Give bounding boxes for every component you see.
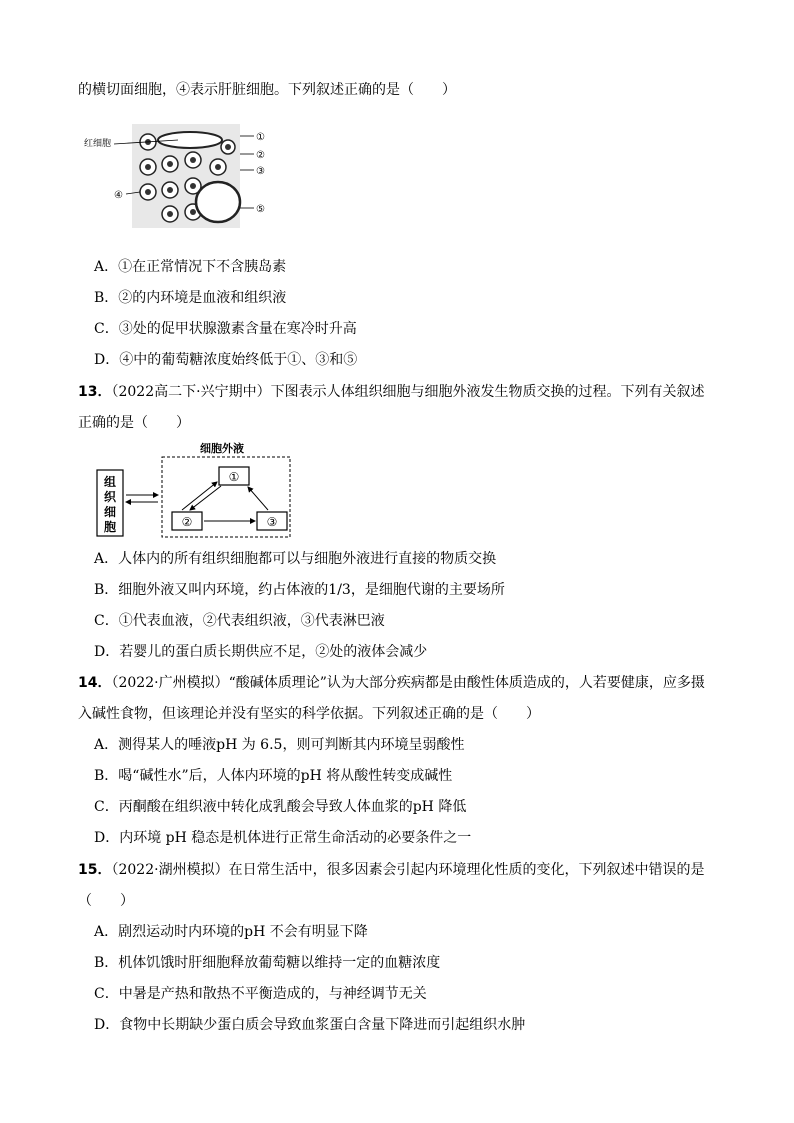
q13-stem-line2: 正确的是（ ） — [78, 415, 190, 431]
q13-option-a: A．人体内的所有组织细胞都可以与细胞外液进行直接的物质交换 — [94, 551, 497, 567]
lymph-vessel — [196, 182, 240, 222]
q14-option-b: B．喝“碱性水”后，人体内环境的pH 将从酸性转变成碱性 — [94, 768, 453, 784]
q12-option-b: B．②的内环境是血液和组织液 — [94, 290, 287, 306]
fluid-mark-1: ① — [228, 470, 240, 484]
q14-option-c: C．丙酮酸在组织液中转化成乳酸会导致人体血浆的pH 降低 — [94, 799, 467, 815]
q14-stem-line2: 入碱性食物，但该理论并没有坚实的科学依据。下列叙述正确的是（ ） — [78, 706, 540, 722]
q15-stem-line1: 15．（2022·湖州模拟）在日常生活中，很多因素会引起内环境理化性质的变化，下列叙述中错误的是 — [78, 862, 705, 878]
svg-text:④: ④ — [114, 190, 123, 201]
svg-text:细: 细 — [103, 505, 117, 519]
svg-text:织: 织 — [103, 490, 117, 504]
q14-stem-line1: 14．（2022·广州模拟）“酸碱体质理论”认为大部分疾病都是由酸性体质造成的，人若要健康，应多摄 — [78, 675, 705, 691]
fluid-mark-3: ③ — [266, 515, 278, 529]
fluid-exchange-diagram — [96, 440, 296, 540]
q13-option-b: B．细胞外液又叫内环境，约占体液的1/3，是细胞代谢的主要场所 — [94, 582, 505, 598]
capillary — [158, 132, 222, 148]
q15-number: 15． — [78, 862, 112, 878]
q12-stem-tail: 的横切面细胞，④表示肝脏细胞。下列叙述正确的是（ ） — [78, 82, 456, 98]
svg-text:①: ① — [256, 132, 265, 143]
q12-option-a: A．①在正常情况下不含胰岛素 — [94, 259, 287, 275]
q15-stem-line2: （ ） — [78, 893, 134, 909]
q15-option-d: D．食物中长期缺少蛋白质会导致血浆蛋白含量下降进而引起组织水肿 — [94, 1017, 526, 1033]
q15-option-c: C．中暑是产热和散热不平衡造成的，与神经调节无关 — [94, 986, 427, 1002]
fluid-mark-2: ② — [181, 515, 193, 529]
q14-option-a: A．测得某人的唾液pH 为 6.5，则可判断其内环境呈弱酸性 — [94, 737, 465, 753]
q13-option-d: D．若婴儿的蛋白质长期供应不足，②处的液体会减少 — [94, 644, 428, 660]
q15-option-a: A．剧烈运动时内环境的pH 不会有明显下降 — [94, 924, 368, 940]
tissue-section-figure — [78, 122, 278, 232]
q13-number: 13． — [78, 384, 112, 400]
q12-option-c: C．③处的促甲状腺激素含量在寒冷时升高 — [94, 321, 357, 337]
svg-text:组: 组 — [103, 475, 117, 489]
q13-stem-line1: 13．（2022高二下·兴宁期中）下图表示人体组织细胞与细胞外液发生物质交换的过程。下列有关叙述 — [78, 384, 705, 400]
svg-text:⑤: ⑤ — [256, 204, 265, 215]
svg-text:②: ② — [256, 150, 265, 161]
q14-number: 14． — [78, 675, 112, 691]
svg-text:③: ③ — [256, 166, 265, 177]
q15-option-b: B．机体饥饿时肝细胞释放葡萄糖以维持一定的血糖浓度 — [94, 955, 441, 971]
q13-option-c: C．①代表血液，②代表组织液，③代表淋巴液 — [94, 613, 385, 629]
extracellular-fluid-title: 细胞外液 — [200, 442, 244, 455]
q12-option-d: D．④中的葡萄糖浓度始终低于①、③和⑤ — [94, 352, 358, 368]
q14-option-d: D．内环境 pH 稳态是机体进行正常生命活动的必要条件之一 — [94, 830, 472, 846]
svg-text:胞: 胞 — [103, 520, 117, 534]
rbc-label: 红细胞 — [84, 139, 112, 149]
